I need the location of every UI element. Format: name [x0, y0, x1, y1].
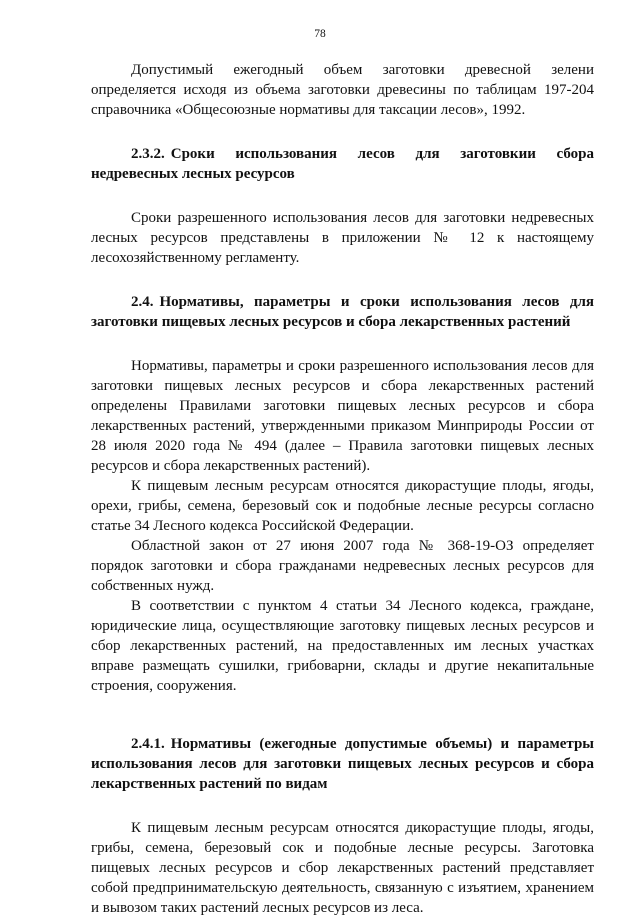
section-heading-2-4-1 [91, 734, 594, 794]
section-number: 2.4. [131, 294, 154, 310]
paragraph-food-resources-definition: К пищевым лесным ресурсам относятся дикорастущие плоды, ягоды, орехи, грибы, семена, березовый сок и подобные лесные ресурсы согласно статье 34 Лесного кодекса Российской Федерации. [91, 478, 594, 534]
document-body [91, 60, 594, 918]
section-title: Сроки использования лесов для заготовкии сбора недревесных лесных ресурсов [91, 146, 594, 182]
paragraph-structures: В соответствии с пунктом 4 статьи 34 Лесного кодекса, граждане, юридические лица, осуществляющие заготовку пищевых лесных ресурсов и сбор лекарственных растений, на предоставленных им лесных участках вправе размещать сушилки, грибоварни, склады и другие некапитальные строения, сооружения. [91, 598, 594, 694]
section-number: 2.4.1. [131, 736, 165, 752]
section-heading-2-3-2 [91, 144, 594, 184]
section-number: 2.3.2. [131, 146, 165, 162]
section-heading-2-4 [91, 292, 594, 332]
paragraph-green-mass-volume: Допустимый ежегодный объем заготовки древесной зелени определяется исходя из объема заготовки древесины по таблицам 197-204 справочника «Общесоюзные нормативы для таксации лесов», 1992. [91, 62, 594, 118]
paragraph-norms-rules: Нормативы, параметры и сроки разрешенного использования лесов для заготовки пищевых лесных ресурсов и сбора лекарственных растений определены Правилами заготовки пищевых лесных ресурсов и сбора лекарственных растений, утвержденными приказом Минприроды России от 28 июля 2020 года № 494 (далее – Правила заготовки пищевых лесных ресурсов и сбора лекарственных растений). [91, 358, 594, 474]
page-number: 78 [314, 28, 326, 40]
section-title: Нормативы, параметры и сроки использования лесов для заготовки пищевых лесных ресурсов и сбора лекарственных растений [91, 294, 594, 330]
section-title: Нормативы (ежегодные допустимые объемы) и параметры использования лесов для заготовки пищевых лесных ресурсов и сбора лекарственных растений по видам [91, 736, 594, 792]
paragraph-regional-law: Областной закон от 27 июня 2007 года № 368-19-ОЗ определяет порядок заготовки и сбора гражданами недревесных лесных ресурсов для собственных нужд. [91, 538, 594, 594]
paragraph-food-resources-business: К пищевым лесным ресурсам относятся дикорастущие плоды, ягоды, грибы, семена, березовый сок и подобные лесные ресурсы. Заготовка пищевых лесных ресурсов и сбор лекарственных растений представляет собой предпринимательскую деятельность, связанную с изъятием, хранением и вывозом таких растений лесных ресурсов из леса. [91, 820, 594, 916]
paragraph-terms-non-timber: Сроки разрешенного использования лесов для заготовки недревесных лесных ресурсов представлены в приложении № 12 к настоящему лесохозяйственному регламенту. [91, 210, 594, 266]
